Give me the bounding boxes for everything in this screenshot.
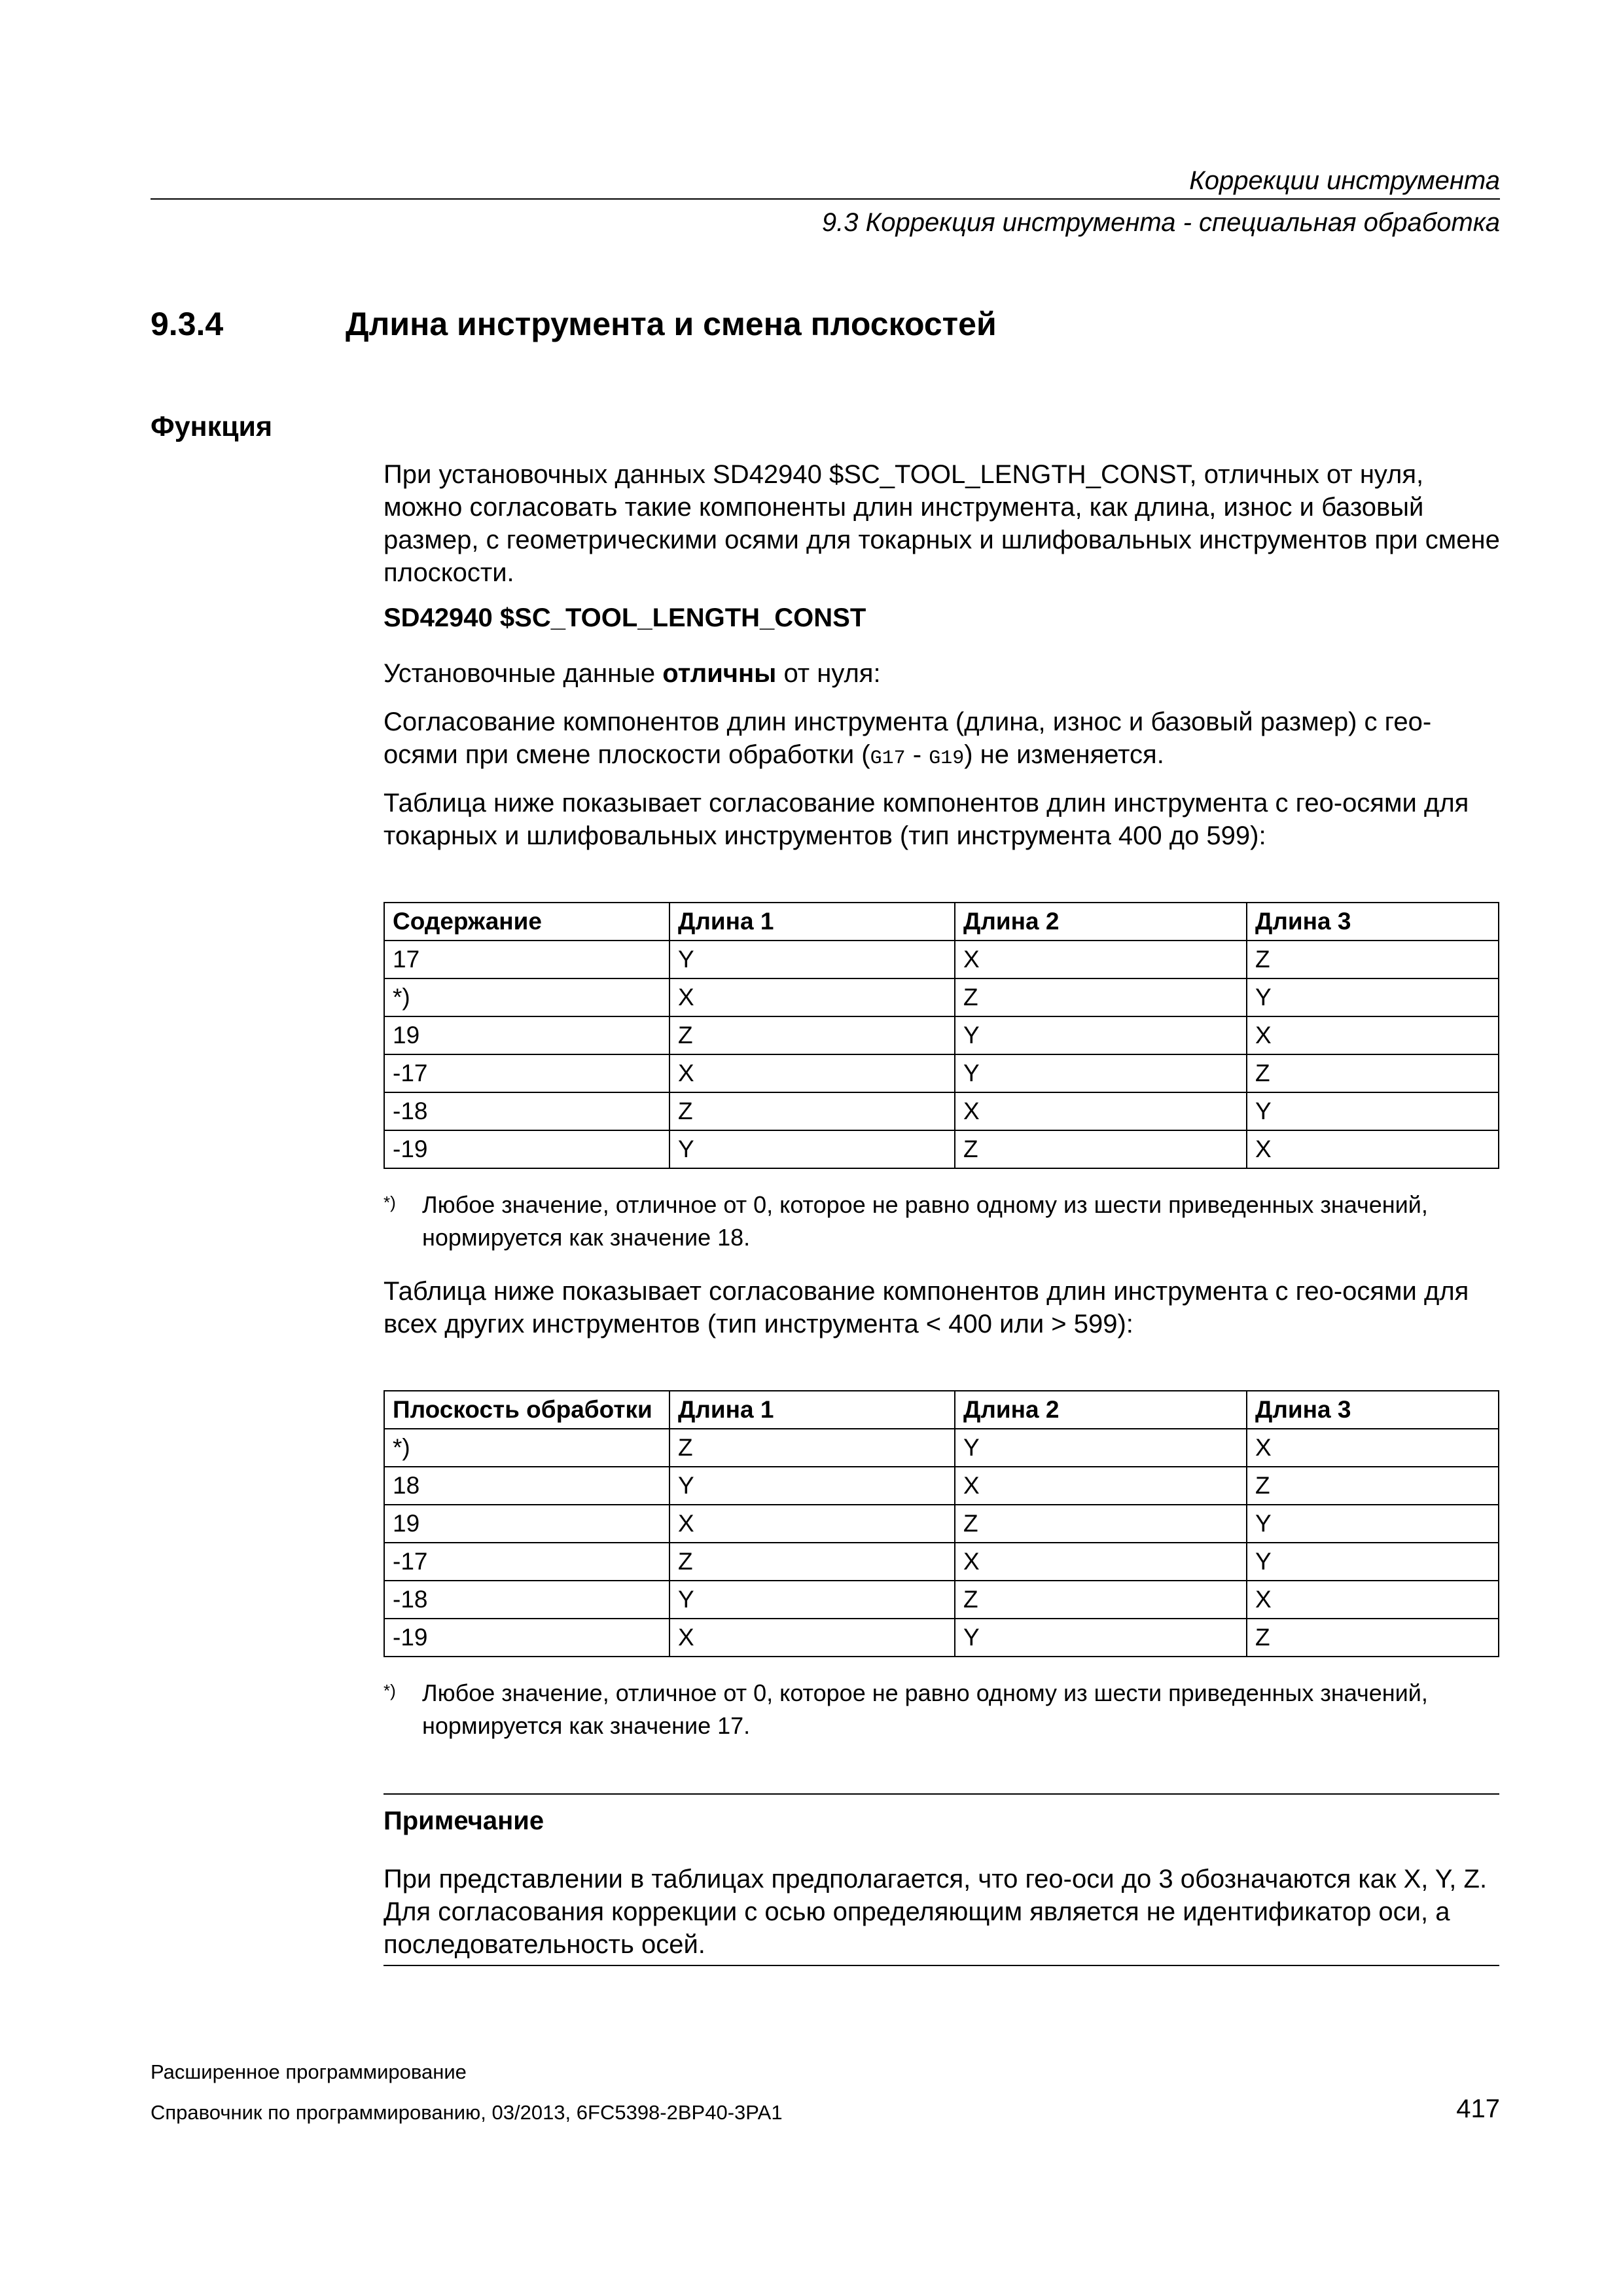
table-cell: X [669, 1054, 955, 1092]
table-row [384, 978, 1499, 1016]
table-cell: Y [955, 1619, 1247, 1657]
table-cell: Z [1247, 941, 1499, 978]
note-title: Примечание [383, 1806, 544, 1835]
table-cell: Y [1247, 1505, 1499, 1543]
setting-line-after: от нуля: [776, 659, 881, 688]
table-cell: *) [384, 1429, 669, 1467]
code-g17: G17 [870, 747, 906, 770]
table-other-tools [383, 1390, 1499, 1657]
table-cell: Z [669, 1429, 955, 1467]
table-header-cell: Содержание [384, 903, 669, 941]
table-cell: X [955, 1467, 1247, 1505]
table2-intro: Таблица ниже показывает согласование компонентов длин инструмента с гео-осями для всех других инструментов (тип инструмента < 400 или > 599): [383, 1277, 1469, 1338]
table-cell: Y [955, 1429, 1247, 1467]
setting-data-heading: SD42940 $SC_TOOL_LENGTH_CONST [383, 603, 866, 632]
section-number: 9.3.4 [151, 306, 224, 342]
note-bottom-rule [383, 1965, 1499, 1966]
intro-paragraph: При установочных данных SD42940 $SC_TOOL_LENGTH_CONST, отличных от нуля, можно согласовать такие компоненты длин инструмента, как длина, износ и базовый размер, с геометрическими осями для токарных и шлифовальных инструментов при смене плоскости. [383, 460, 1500, 587]
table-cell: Y [669, 1130, 955, 1168]
table-cell: -19 [384, 1130, 669, 1168]
table-row [384, 1130, 1499, 1168]
table-turning-grinding [383, 902, 1499, 1169]
table-cell: X [955, 1543, 1247, 1581]
table-header-cell: Длина 3 [1247, 903, 1499, 941]
footnote-mark: *) [383, 1193, 396, 1212]
table-row [384, 1505, 1499, 1543]
table-cell: Y [1247, 1543, 1499, 1581]
footer-manual-info: Справочник по программированию, 03/2013, 6FC5398-2BP40-3PA1 [151, 2101, 783, 2124]
footnote-text: Любое значение, отличное от 0, которое не равно одному из шести приведенных значений, нормируется как значение 17. [422, 1679, 1428, 1739]
table-header-cell: Длина 1 [669, 1391, 955, 1429]
table-header-cell: Длина 1 [669, 903, 955, 941]
table-row [384, 1429, 1499, 1467]
table-cell: Z [955, 1130, 1247, 1168]
table-header-row [384, 903, 1499, 941]
table-cell: Y [669, 1581, 955, 1619]
table-row [384, 941, 1499, 978]
footnote-text: Любое значение, отличное от 0, которое не равно одному из шести приведенных значений, нормируется как значение 18. [422, 1191, 1428, 1251]
table-cell: X [1247, 1429, 1499, 1467]
header-rule [151, 198, 1500, 200]
setting-line-bold: отличны [662, 659, 777, 688]
footnote-mark: *) [383, 1681, 396, 1700]
table-cell: Z [955, 978, 1247, 1016]
table-header-row [384, 1391, 1499, 1429]
table-row [384, 1581, 1499, 1619]
table-cell: X [1247, 1581, 1499, 1619]
assignment-after: ) не изменяется. [964, 740, 1164, 769]
table-cell: -18 [384, 1581, 669, 1619]
running-header-chapter: Коррекции инструмента [1189, 166, 1500, 195]
note-top-rule [383, 1793, 1499, 1795]
setting-line [383, 657, 1503, 690]
table-cell: X [1247, 1130, 1499, 1168]
table-cell: X [955, 1092, 1247, 1130]
table-cell: Z [669, 1092, 955, 1130]
table-header-cell: Длина 2 [955, 1391, 1247, 1429]
table-row [384, 1092, 1499, 1130]
table-cell: X [669, 978, 955, 1016]
running-header-section: 9.3 Коррекция инструмента - специальная обработка [821, 208, 1500, 237]
table-cell: X [955, 941, 1247, 978]
footer-book-title: Расширенное программирование [151, 2060, 467, 2083]
table-header-cell: Длина 2 [955, 903, 1247, 941]
table-cell: -19 [384, 1619, 669, 1657]
setting-line-before: Установочные данные [383, 659, 663, 688]
table-row [384, 1016, 1499, 1054]
table-cell: Y [1247, 1092, 1499, 1130]
table1-intro: Таблица ниже показывает согласование компонентов длин инструмента с гео-осями для токарных и шлифовальных инструментов (тип инструмента 400 до 599): [383, 789, 1469, 850]
table-cell: Y [669, 1467, 955, 1505]
table-row [384, 1543, 1499, 1581]
table-cell: -18 [384, 1092, 669, 1130]
table-cell: 19 [384, 1016, 669, 1054]
table-cell: Y [669, 941, 955, 978]
table-cell: 18 [384, 1467, 669, 1505]
table-cell: Y [1247, 978, 1499, 1016]
table-cell: Z [1247, 1467, 1499, 1505]
table-cell: -17 [384, 1054, 669, 1092]
table-cell: Z [669, 1543, 955, 1581]
table-cell: Z [1247, 1619, 1499, 1657]
code-g19: G19 [929, 747, 965, 770]
table-cell: Z [955, 1581, 1247, 1619]
table-cell: Z [955, 1505, 1247, 1543]
table-cell: Y [955, 1054, 1247, 1092]
table-cell: 17 [384, 941, 669, 978]
note-text: При представлении в таблицах предполагается, что гео-оси до 3 обозначаются как X, Y, Z. Для согласования коррекции с осью определяющим является не идентификатор оси, а последовательность осей. [383, 1865, 1488, 1959]
table-cell: X [1247, 1016, 1499, 1054]
table-cell: X [669, 1505, 955, 1543]
assignment-dash: - [905, 740, 929, 769]
table-header-cell: Длина 3 [1247, 1391, 1499, 1429]
table-cell: X [669, 1619, 955, 1657]
page-number: 417 [1456, 2094, 1500, 2123]
assignment-paragraph [383, 706, 1503, 775]
function-heading: Функция [151, 411, 273, 442]
table-cell: -17 [384, 1543, 669, 1581]
table-header-cell: Плоскость обработки [384, 1391, 669, 1429]
section-title: Длина инструмента и смена плоскостей [346, 306, 997, 342]
table-row [384, 1619, 1499, 1657]
table-cell: Z [669, 1016, 955, 1054]
table-cell: Y [955, 1016, 1247, 1054]
table-cell: Z [1247, 1054, 1499, 1092]
table-row [384, 1054, 1499, 1092]
table-row [384, 1467, 1499, 1505]
table-cell: 19 [384, 1505, 669, 1543]
table-cell: *) [384, 978, 669, 1016]
assignment-before: Согласование компонентов длин инструмента (длина, износ и базовый размер) с гео-осями при смене плоскости обработки ( [383, 708, 1432, 769]
